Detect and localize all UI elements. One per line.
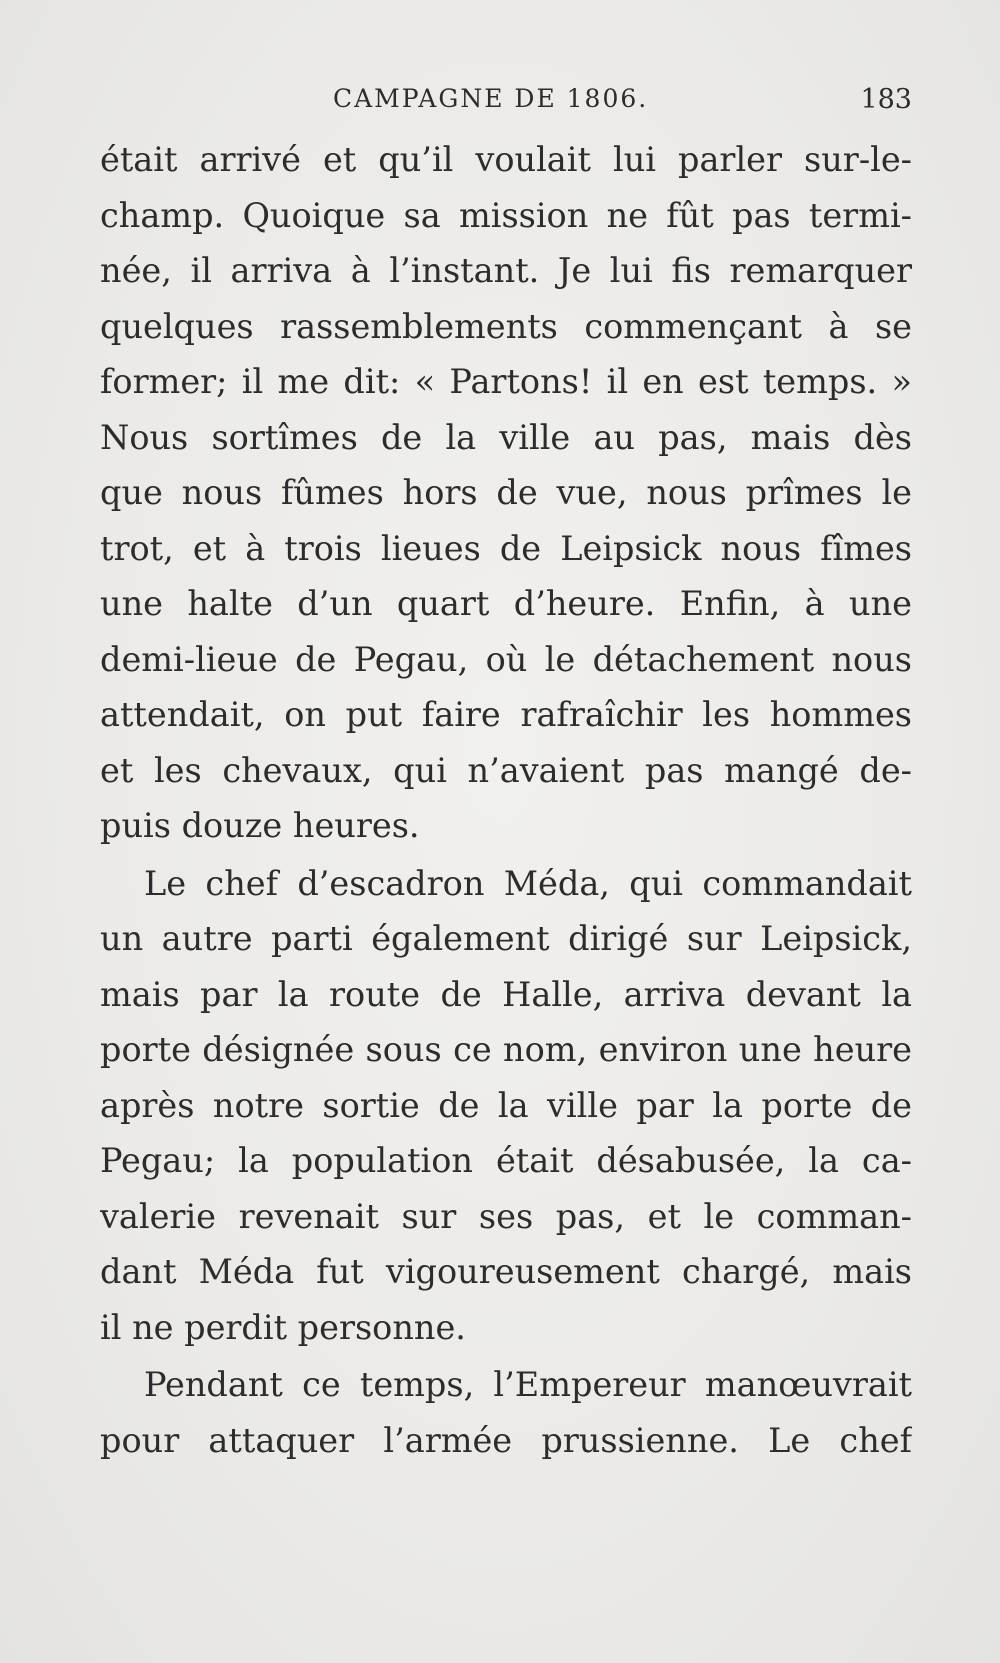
text-line: puis douze heures.	[100, 806, 420, 845]
text-line: Pegau; la population était désabusée, la ca-	[100, 1141, 912, 1180]
text-line: était arrivé et qu’il voulait lui parler sur-le-	[100, 140, 912, 179]
page-number: 183	[860, 84, 912, 115]
text-line: et les chevaux, qui n’avaient pas mangé de-	[100, 750, 912, 790]
text-line: un autre parti également dirigé sur Leipsick,	[100, 919, 912, 958]
text-line: Nous sortîmes de la ville au pas, mais dès	[100, 417, 912, 457]
text-line: Le chef d’escadron Méda, qui commandait	[144, 863, 912, 903]
text-line: trot, et à trois lieues de Leipsick nous fîmes	[100, 528, 912, 568]
text-line: que nous fûmes hors de vue, nous prîmes le	[100, 473, 912, 512]
text-line: valerie revenait sur ses pas, et le comman-	[100, 1196, 912, 1236]
body-text	[100, 132, 912, 1468]
text-line: une halte d’un quart d’heure. Enfin, à une	[100, 584, 912, 623]
text-line: attendait, on put faire rafraîchir les hommes	[100, 695, 912, 734]
text-line: dant Méda fut vigoureusement chargé, mais	[100, 1252, 912, 1291]
text-line: demi-lieue de Pegau, où le détachement nous	[100, 639, 912, 679]
text-line: champ. Quoique sa mission ne fût pas termi-	[100, 195, 912, 235]
text-line: pour attaquer l’armée prussienne. Le chef	[100, 1420, 912, 1460]
running-head	[100, 84, 912, 118]
running-title: CAMPAGNE DE 1806.	[333, 84, 649, 113]
text-line: Pendant ce temps, l’Empereur manœuvrait	[144, 1365, 912, 1404]
text-line: après notre sortie de la ville par la porte de	[100, 1085, 912, 1125]
text-line: née, il arriva à l’instant. Je lui fis remarquer	[100, 251, 912, 290]
text-line: mais par la route de Halle, arriva devant la	[100, 974, 912, 1014]
text-line: porte désignée sous ce nom, environ une heure	[100, 1030, 912, 1069]
text-line: il ne perdit personne.	[100, 1307, 466, 1347]
text-line: quelques rassemblements commençant à se	[100, 306, 912, 346]
text-line: former; il me dit: « Partons! il en est temps. »	[100, 362, 912, 401]
